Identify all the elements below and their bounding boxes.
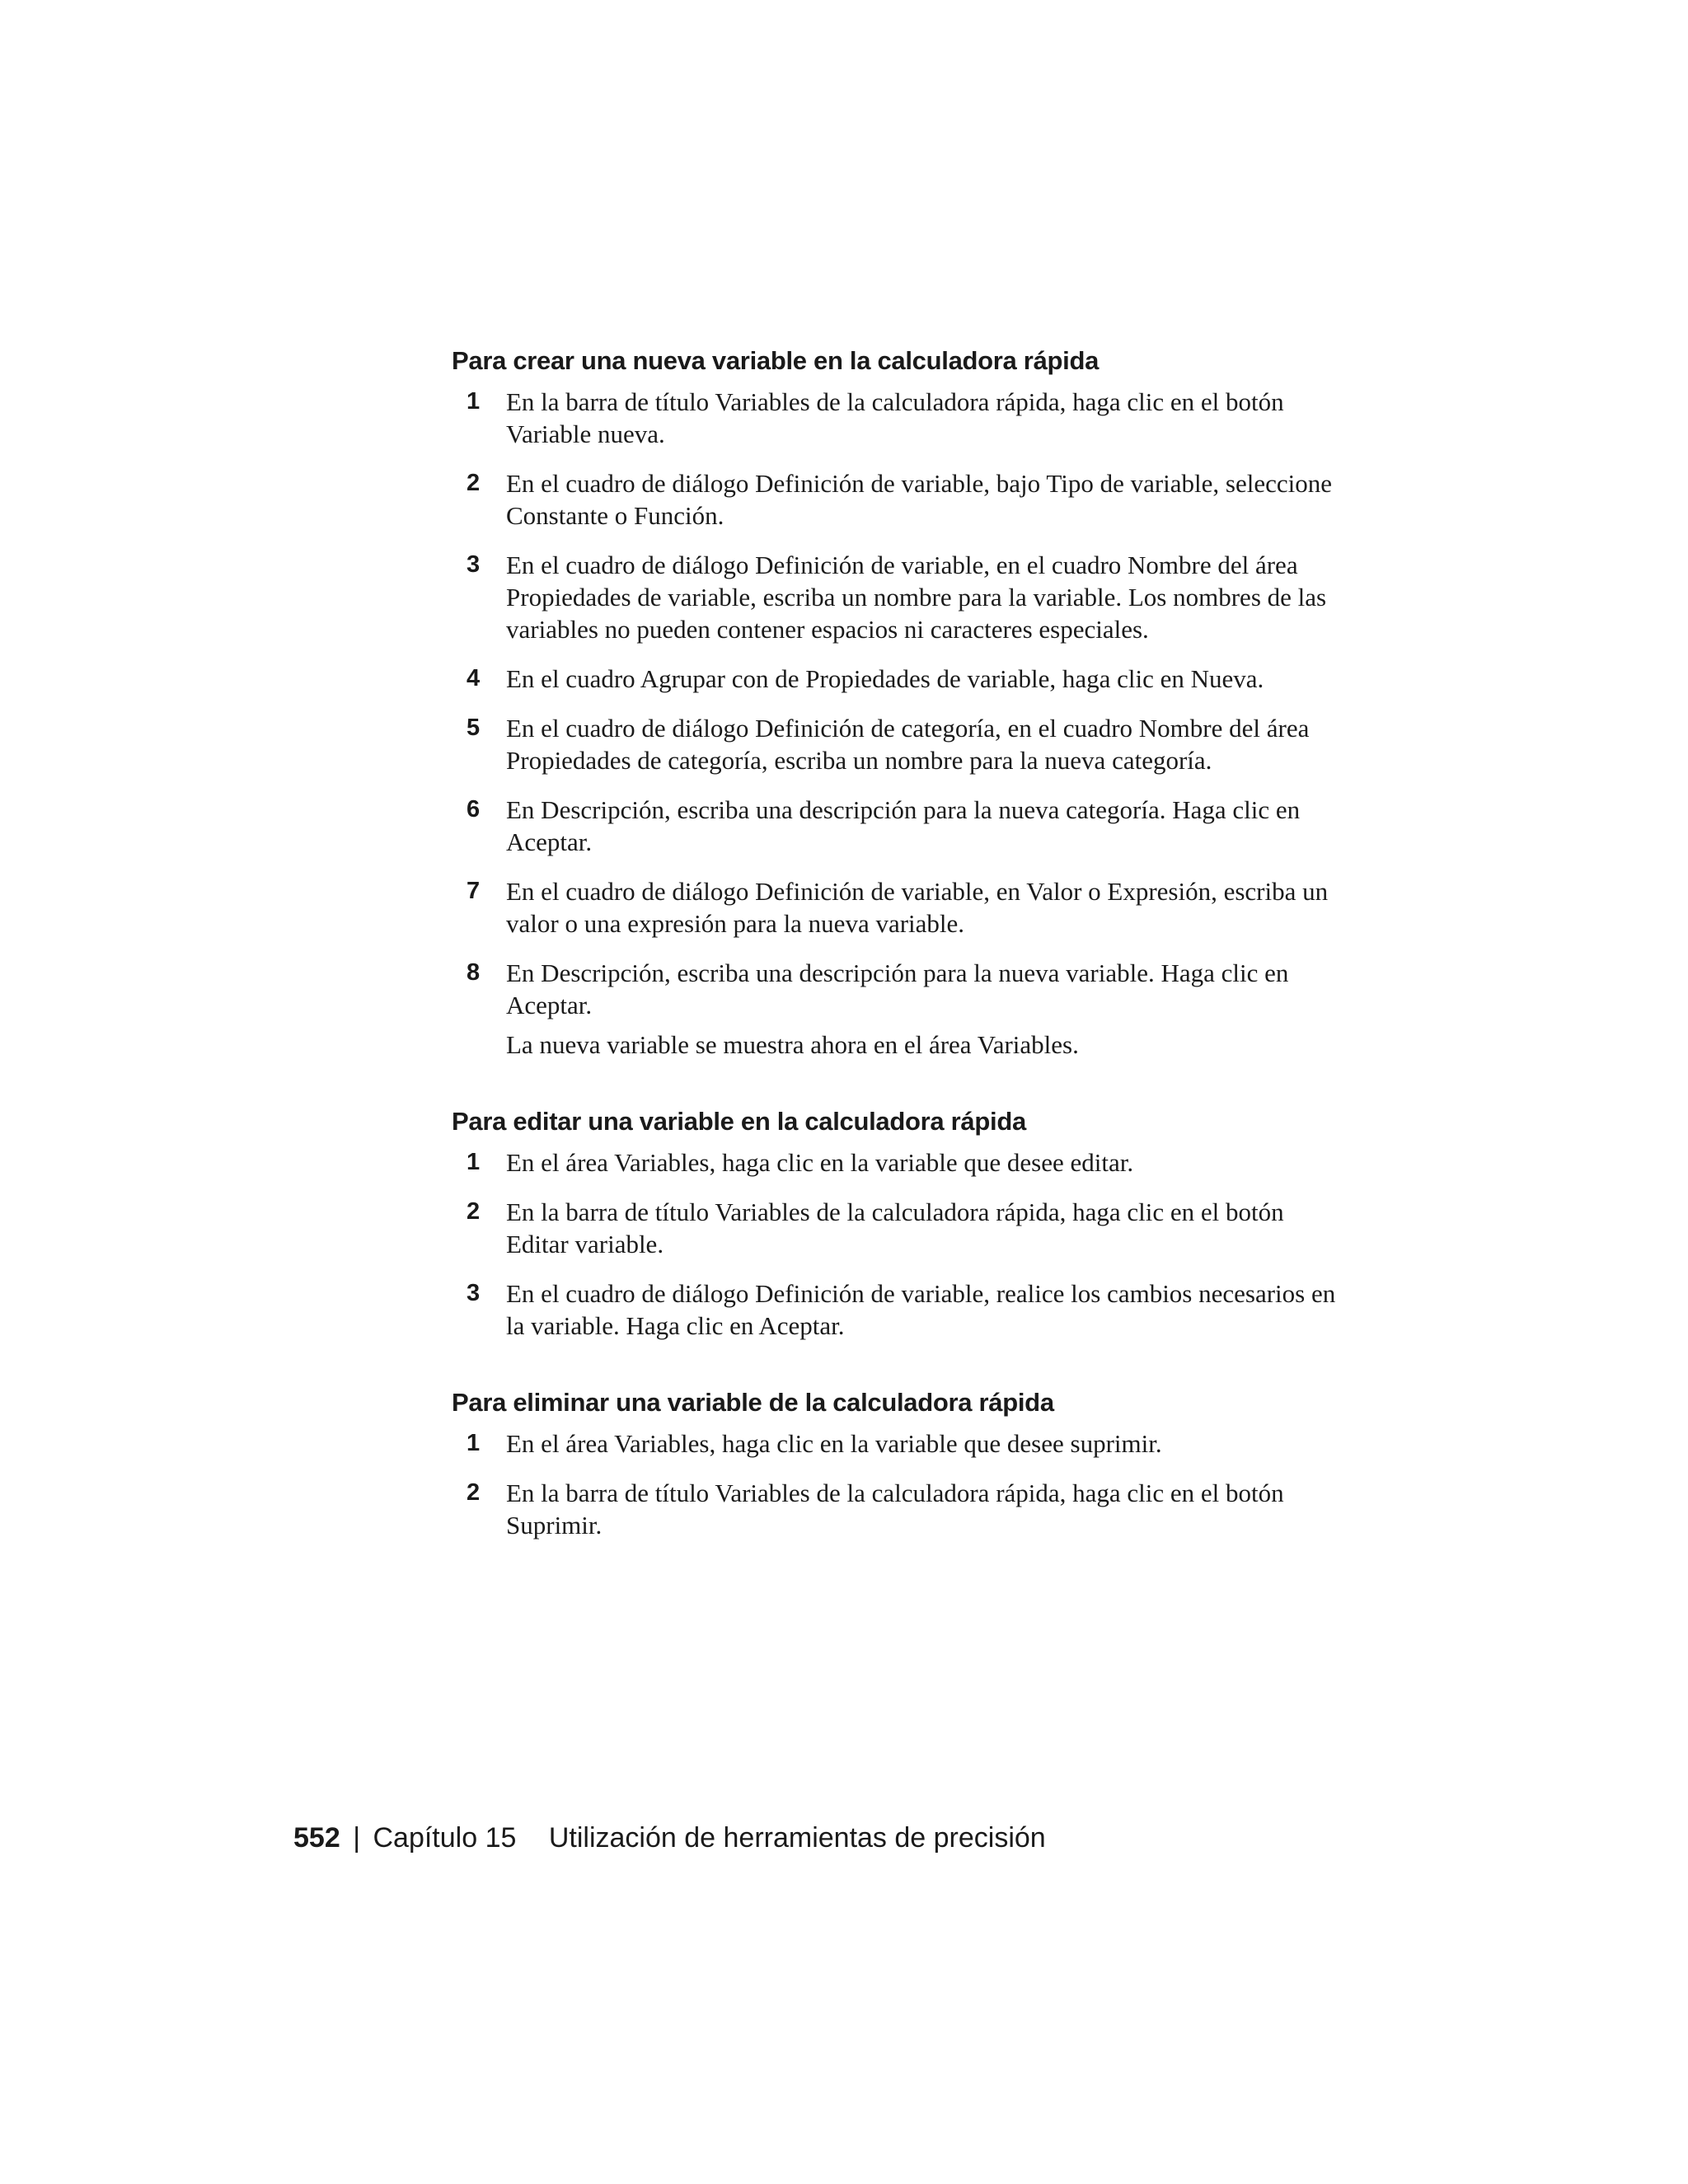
footer-separator: | [353, 1822, 361, 1854]
step-number: 2 [467, 1198, 481, 1225]
step-number: 4 [467, 665, 481, 691]
step-item [452, 1477, 1350, 1541]
steps-list [452, 386, 1350, 1061]
procedure-delete-variable [452, 1386, 1350, 1541]
step-item [452, 875, 1350, 940]
steps-list [452, 1427, 1350, 1541]
step-number: 7 [467, 878, 481, 904]
step-item [452, 1196, 1350, 1260]
section-heading: Para editar una variable en la calculadora rápida [452, 1107, 1026, 1136]
step-item [452, 1146, 1350, 1179]
step-item [452, 386, 1350, 450]
chapter-label: Capítulo 15 [373, 1822, 517, 1854]
step-number: 1 [467, 388, 481, 415]
step-item [452, 957, 1350, 1061]
step-text: En la barra de título Variables de la calculadora rápida, haga clic en el botón Variable nueva. [506, 387, 1284, 448]
step-item [452, 794, 1350, 858]
step-number: 1 [467, 1430, 481, 1456]
step-number: 2 [467, 470, 481, 496]
step-number: 1 [467, 1149, 481, 1175]
step-text: En el cuadro Agrupar con de Propiedades de variable, haga clic en Nueva. [506, 664, 1264, 693]
step-item [452, 663, 1350, 695]
step-item [452, 467, 1350, 532]
step-number: 2 [467, 1479, 481, 1506]
step-item [452, 1277, 1350, 1342]
step-text: En el cuadro de diálogo Definición de variable, realice los cambios necesarios en la variable. Haga clic en Aceptar. [506, 1279, 1336, 1340]
page-footer [293, 1820, 1046, 1856]
step-number: 3 [467, 551, 481, 578]
step-number: 5 [467, 715, 481, 741]
section-heading: Para eliminar una variable de la calculadora rápida [452, 1388, 1054, 1417]
page-number: 552 [293, 1822, 340, 1854]
procedure-edit-variable [452, 1105, 1350, 1342]
step-text: En Descripción, escriba una descripción para la nueva categoría. Haga clic en Aceptar. [506, 795, 1301, 856]
step-number: 6 [467, 796, 481, 823]
page-content [452, 344, 1350, 1586]
step-text: En el cuadro de diálogo Definición de variable, en Valor o Expresión, escriba un valor o una expresión para la nueva variable. [506, 877, 1329, 938]
step-number: 3 [467, 1280, 481, 1306]
step-text: En el área Variables, haga clic en la variable que desee suprimir. [506, 1429, 1162, 1458]
steps-list [452, 1146, 1350, 1342]
procedure-create-variable [452, 344, 1350, 1061]
step-text: En el cuadro de diálogo Definición de variable, bajo Tipo de variable, seleccione Constante o Función. [506, 469, 1332, 530]
step-text: En el cuadro de diálogo Definición de categoría, en el cuadro Nombre del área Propiedades de categoría, escriba un nombre para la nueva categoría. [506, 714, 1310, 775]
step-text: En el cuadro de diálogo Definición de variable, en el cuadro Nombre del área Propiedades de variable, escriba un nombre para la variable. Los nombres de las variables no pueden contener espacios ni caracteres especiales. [506, 551, 1327, 644]
step-text: En la barra de título Variables de la calculadora rápida, haga clic en el botón Suprimir. [506, 1479, 1284, 1540]
step-text: En Descripción, escriba una descripción para la nueva variable. Haga clic en Aceptar. [506, 958, 1289, 1019]
step-result-note: La nueva variable se muestra ahora en el área Variables. [506, 1030, 1079, 1059]
step-item [452, 712, 1350, 776]
step-text: En el área Variables, haga clic en la variable que desee editar. [506, 1148, 1134, 1177]
step-number: 8 [467, 959, 481, 986]
step-item [452, 549, 1350, 645]
step-text: En la barra de título Variables de la calculadora rápida, haga clic en el botón Editar variable. [506, 1197, 1284, 1258]
section-heading: Para crear una nueva variable en la calculadora rápida [452, 346, 1100, 375]
step-item [452, 1427, 1350, 1460]
chapter-title: Utilización de herramientas de precisión [548, 1822, 1046, 1854]
